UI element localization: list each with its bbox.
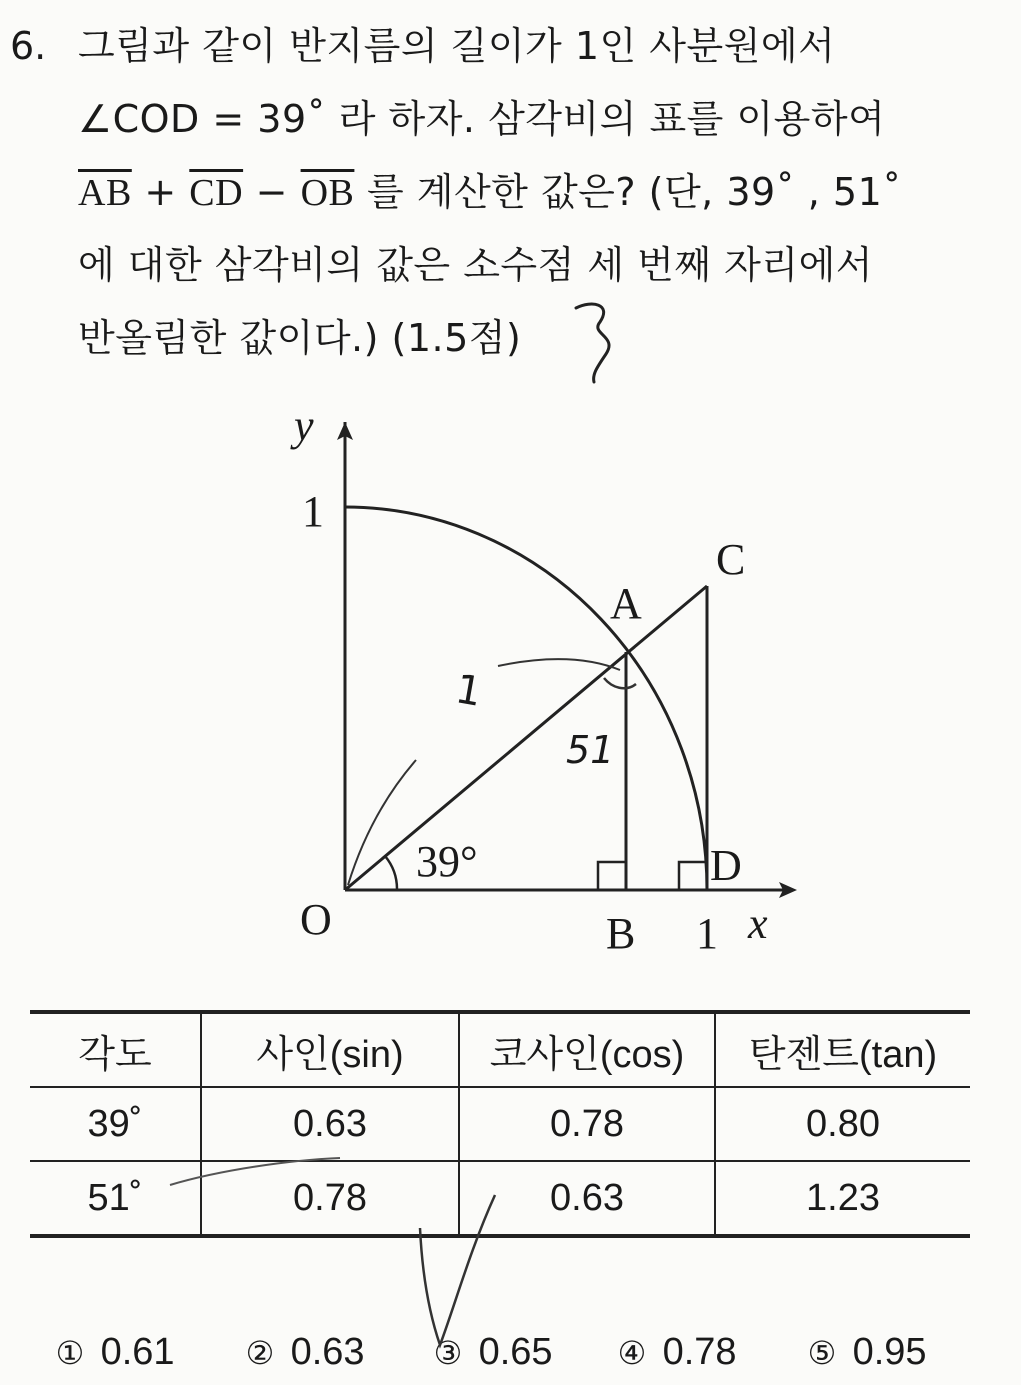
quarter-circle-arc bbox=[345, 507, 707, 890]
cell-tan: 1.23 bbox=[715, 1161, 970, 1236]
segment-oc bbox=[345, 586, 707, 890]
minus-sign: − bbox=[243, 170, 301, 214]
trig-table bbox=[30, 1010, 970, 1238]
choice-value: 0.61 bbox=[100, 1331, 175, 1373]
handwritten-3-icon bbox=[570, 296, 630, 386]
trig-table-wrap bbox=[30, 1010, 970, 1238]
handwritten-answer-mark bbox=[570, 296, 630, 390]
point-d-label: D bbox=[710, 841, 742, 890]
x-axis-label: x bbox=[748, 899, 768, 948]
choice-value: 0.95 bbox=[852, 1331, 927, 1373]
header-cos: 코사인(cos) bbox=[459, 1012, 715, 1087]
quarter-circle-figure bbox=[270, 400, 830, 980]
choice-number: ③ bbox=[433, 1335, 463, 1371]
plus-sign: + bbox=[131, 170, 190, 214]
choice-5[interactable] bbox=[802, 1331, 927, 1374]
table-header-row bbox=[30, 1012, 970, 1087]
x-tick-1: 1 bbox=[696, 909, 718, 958]
cell-angle: 51˚ bbox=[87, 1176, 143, 1219]
table-row bbox=[30, 1161, 970, 1236]
segment-ab: $\overline{AB}$ bbox=[78, 172, 132, 214]
question-line-5: 반올림한 값이다.) (1.5점) bbox=[78, 316, 522, 360]
segment-ob: $\overline{OB}$ bbox=[300, 172, 355, 214]
choice-3[interactable] bbox=[428, 1331, 553, 1374]
question-line-4: 에 대한 삼각비의 값은 소수점 세 번째 자리에서 bbox=[78, 243, 874, 287]
right-angle-d-icon bbox=[679, 862, 707, 890]
choice-value: 0.78 bbox=[662, 1331, 737, 1373]
y-axis-label: y bbox=[294, 401, 314, 450]
handwritten-angle-mark-icon bbox=[604, 678, 636, 688]
cell-cos: 0.78 bbox=[459, 1087, 715, 1161]
choice-1[interactable] bbox=[50, 1331, 175, 1374]
cell-angle: 39˚ bbox=[87, 1102, 143, 1145]
point-a-label: A bbox=[610, 579, 642, 628]
header-sin: 사인(sin) bbox=[201, 1012, 459, 1087]
choice-number: ④ bbox=[617, 1335, 647, 1371]
y-tick-1: 1 bbox=[302, 487, 324, 536]
table-row bbox=[30, 1087, 970, 1161]
choice-value: 0.65 bbox=[478, 1331, 553, 1373]
header-angle: 각도 bbox=[78, 1033, 152, 1076]
choice-4[interactable] bbox=[612, 1331, 737, 1374]
handwritten-segment-label: 1 bbox=[452, 666, 486, 716]
handwritten-angle-label: 51 bbox=[566, 728, 615, 772]
point-o-label: O bbox=[300, 895, 332, 944]
question-line-3-rest: 를 계산한 값은? (단, 39˚ , 51˚ bbox=[354, 170, 902, 214]
angle-arc-icon bbox=[385, 856, 397, 890]
cell-sin: 0.63 bbox=[201, 1087, 459, 1161]
right-angle-b-icon bbox=[598, 862, 626, 890]
angle-label: 39° bbox=[416, 837, 478, 886]
choice-value: 0.63 bbox=[290, 1331, 365, 1373]
question-line-2: ∠COD = 39˚ 라 하자. 삼각비의 표를 이용하여 bbox=[78, 97, 886, 141]
question-line-3 bbox=[78, 156, 902, 230]
cell-sin: 0.78 bbox=[201, 1161, 459, 1236]
point-c-label: C bbox=[716, 535, 746, 584]
choice-2[interactable] bbox=[240, 1331, 365, 1374]
header-tan: 탄젠트(tan) bbox=[715, 1012, 970, 1087]
geometry-diagram bbox=[270, 400, 830, 980]
question-line-1: 그림과 같이 반지름의 길이가 1인 사분원에서 bbox=[78, 24, 836, 68]
choice-number: ⑤ bbox=[807, 1335, 837, 1371]
choice-number: ① bbox=[55, 1335, 85, 1371]
cell-tan: 0.80 bbox=[715, 1087, 970, 1161]
cell-cos: 0.63 bbox=[459, 1161, 715, 1236]
handwritten-arc-icon bbox=[498, 659, 620, 670]
point-b-label: B bbox=[606, 909, 636, 958]
answer-choices bbox=[50, 1325, 990, 1385]
question-number: 6. bbox=[10, 24, 47, 68]
handwritten-brace-icon bbox=[348, 760, 416, 885]
segment-cd: $\overline{CD}$ bbox=[189, 172, 244, 214]
choice-number: ② bbox=[245, 1335, 275, 1371]
